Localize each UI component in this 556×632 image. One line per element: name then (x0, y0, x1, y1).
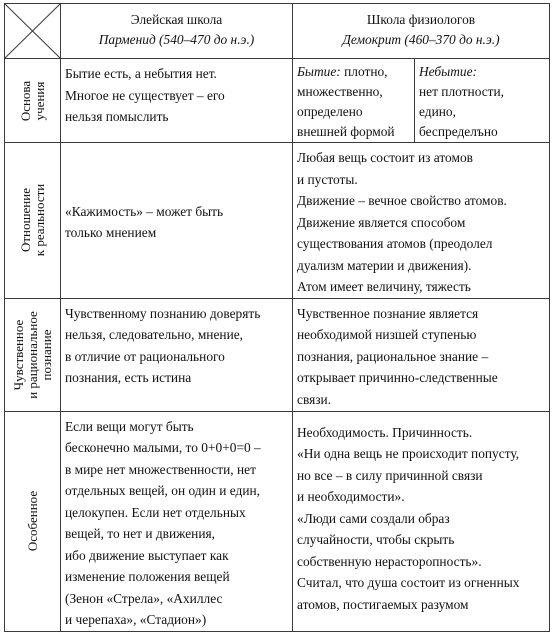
corner-cross-lines (5, 4, 60, 58)
democritus-reality-cell: Любая вещь состоит из атомов и пустоты. Движение – вечное свойство атомов. Движение является способом существования атомов (преодолел дуализм материи и движения). Атом имеет величину, тяжесть (293, 143, 550, 299)
nonbeing-definition: Небытие: нет плотности, едино, беспределъно (419, 64, 505, 139)
table-row (5, 59, 550, 143)
row-label-basis (5, 59, 61, 143)
header-eleatic-title: Элейская школа (130, 12, 223, 27)
row-label-text: Особенное (24, 490, 40, 552)
democritus-basis-cell (293, 59, 550, 143)
eleatic-basis-cell: Бытие есть, а небытия нет. Многое не существует – его нельзя помыслить (61, 59, 293, 143)
table-row (5, 143, 550, 299)
header-physiologists (293, 4, 550, 59)
eleatic-special-cell: Если вещи могут быть бесконечно малыми, то 0+0+0=0 – в мире нет множественности, нет отдельных вещей, он один и един, целокупен. Если нет отдельных вещей, то нет и движения, ибо движение выступает как изменение положения вещей (Зенон «Стрела», «Ахиллес и черепаха», «Стадион») (61, 411, 293, 631)
row-label-reality (5, 143, 61, 299)
corner-cell (5, 4, 61, 59)
row-label-text: Отношение к реальности (17, 184, 47, 257)
row-label-text: Чувственное и рациональное познание (10, 310, 54, 399)
header-row (5, 4, 550, 59)
row-label-special (5, 411, 61, 631)
header-physiologists-subtitle: Демокрит (460–370 до н.э.) (342, 32, 500, 47)
row-label-cognition (5, 298, 61, 411)
comparison-table (4, 3, 550, 632)
row-label-text: Основа учения (17, 80, 47, 121)
being-definition: Бытие: плотно, множественно, определено внешней формой (293, 59, 415, 142)
header-physiologists-title: Школа физиологов (366, 12, 476, 27)
header-eleatic (61, 4, 293, 59)
table-row (5, 298, 550, 411)
header-eleatic-subtitle: Парменид (540–470 до н.э.) (98, 32, 255, 47)
table-row (5, 411, 550, 631)
democritus-special-cell: Необходимость. Причинность. «Ни одна вещь не происходит попусту, но все – в силу причинной связи и необходимости». «Люди сами создали образ случайности, чтобы скрыть собственную нерасторопность». Считал, что душа состоит из огненных атомов, постигаемых разумом (293, 411, 550, 631)
democritus-cognition-cell: Чувственное познание является необходимой низшей ступенью познания, рациональное знание – открывает причинно-следственные связи. (293, 298, 550, 411)
eleatic-reality-cell: «Кажимость» – может быть только мнением (61, 143, 293, 299)
eleatic-cognition-cell: Чувственному познанию доверять нельзя, следовательно, мнение, в отличие от рационального познания, есть истина (61, 298, 293, 411)
